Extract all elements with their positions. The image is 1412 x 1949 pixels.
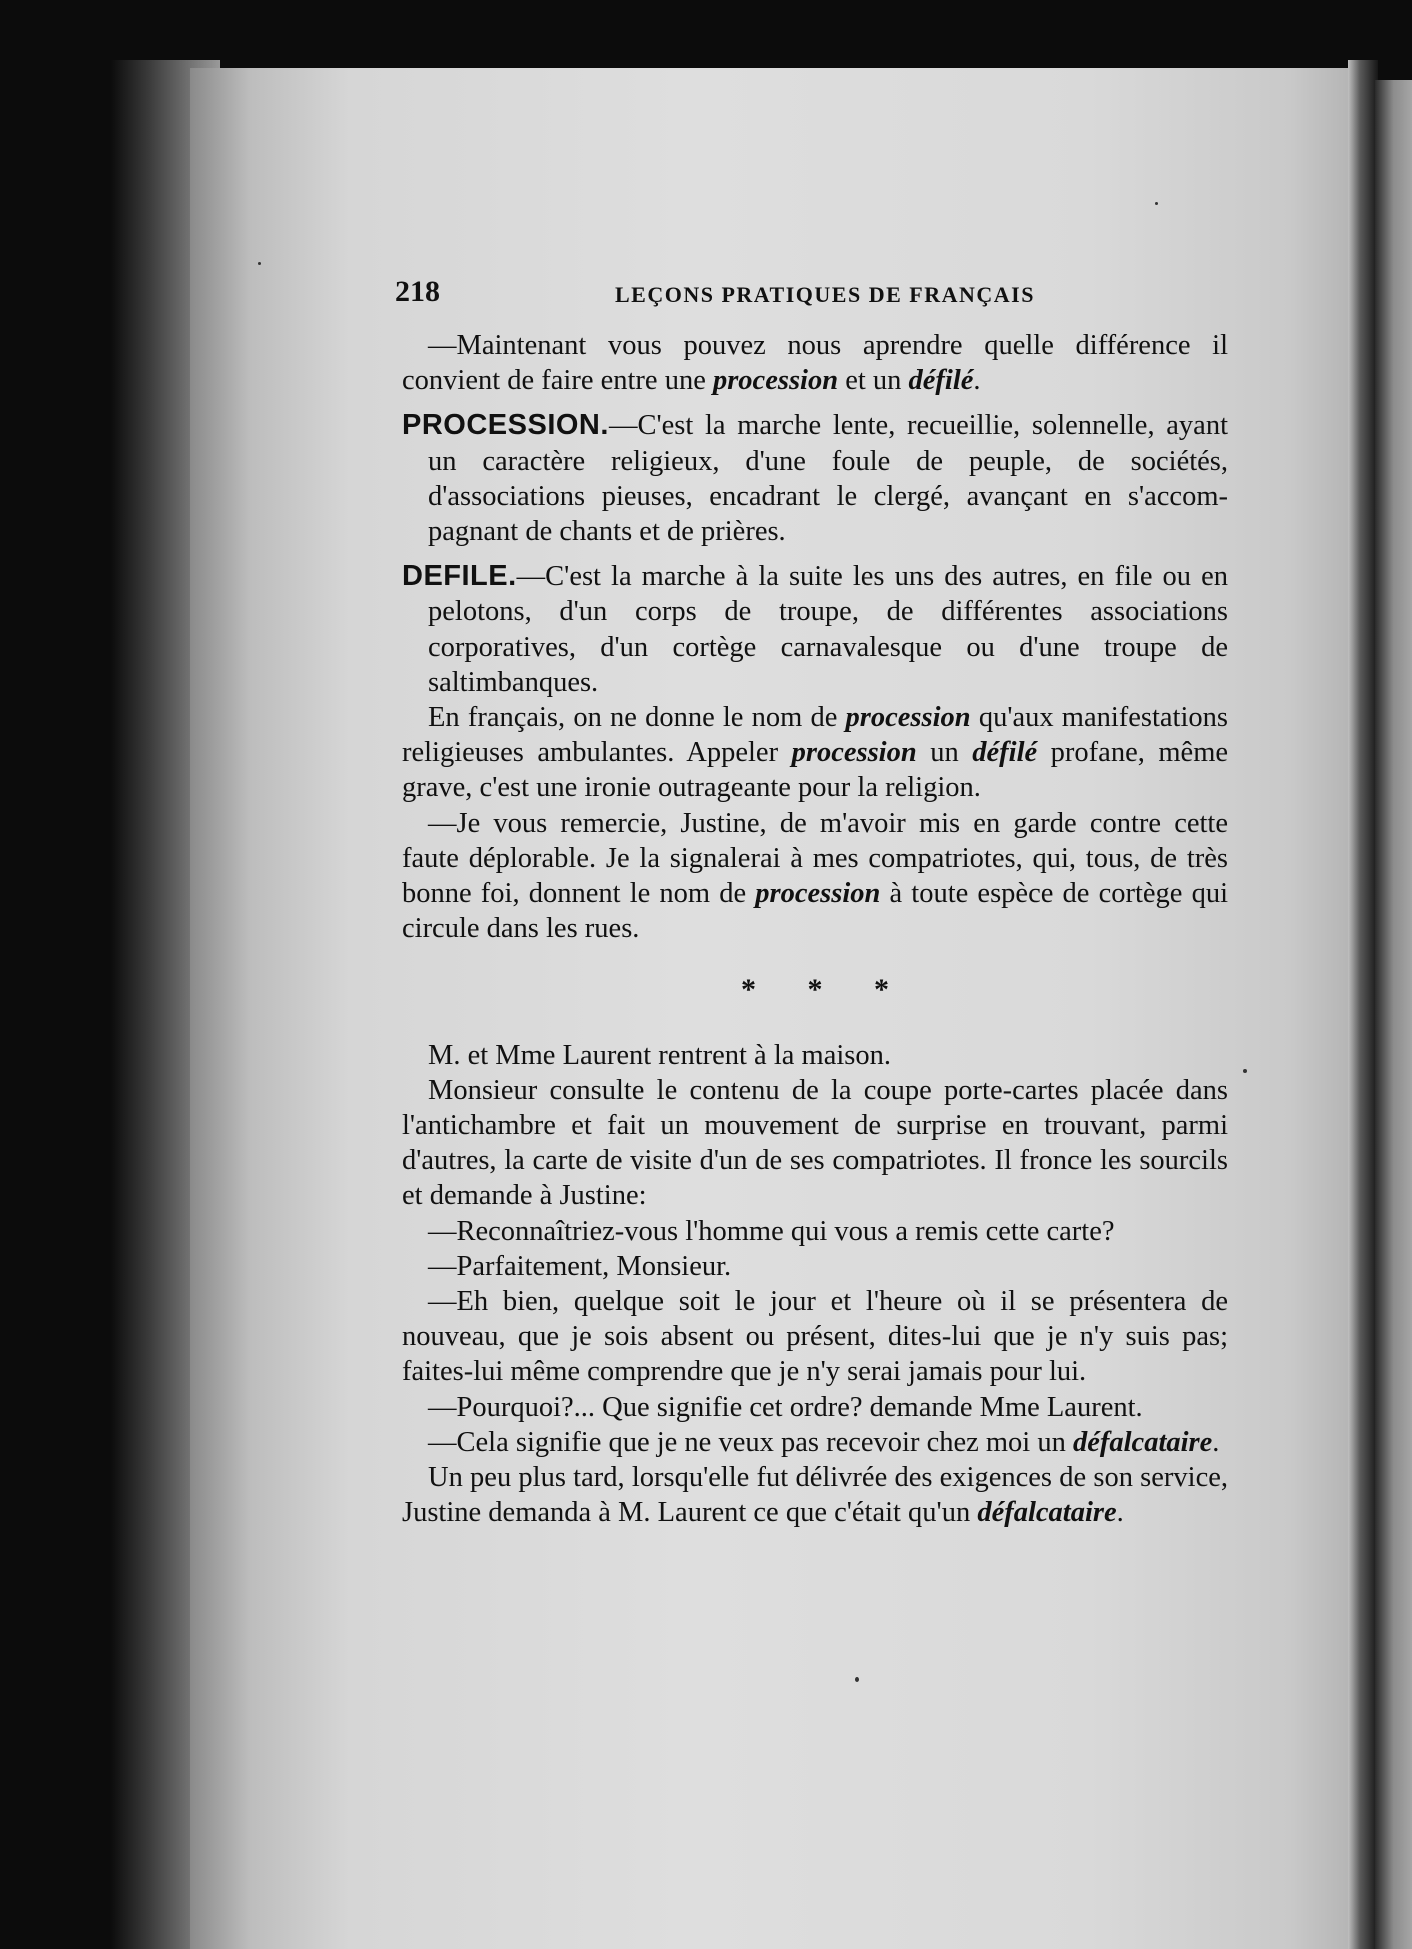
dialogue-line: —Reconnaîtriez-vous l'homme qui vous a remis cette carte? <box>428 1215 1115 1247</box>
speck <box>1155 202 1158 205</box>
text-run: —Je vous remercie, Justine, de m'avoir mis en garde contre cette faute déplorable. Je la signalerai à mes compatriotes, qui, tous, de très bonne foi, donnent le nom de <box>402 807 1228 910</box>
definition-text: —C'est la marche à la suite les uns des autres, en file ou en pelotons, d'un corps de troupe, de différentes associations corporatives, d'un cortège carnavalesque ou d'une troupe de saltimbanques. <box>428 561 1228 698</box>
page-number: 218 <box>395 275 440 308</box>
text-run: et un <box>838 365 909 397</box>
italic-term: défalcataire <box>977 1497 1117 1529</box>
definition-procession <box>402 408 1228 549</box>
story-paragraph: M. et Mme Laurent rentrent à la maison. <box>428 1039 891 1071</box>
text-run: à toute espèce de cortège qui circule dans les rues. <box>402 878 1228 945</box>
running-header <box>395 275 1235 315</box>
definition-defile <box>402 559 1228 700</box>
text-run: Un peu plus tard, lorsqu'elle fut délivrée des exigences de son service, Justine demanda à M. Laurent ce que c'était qu'un <box>402 1462 1228 1529</box>
text-run: En français, on ne donne le nom de <box>428 702 846 734</box>
dialogue-line <box>402 1425 1228 1460</box>
italic-term: procession <box>845 702 971 734</box>
italic-term: défalcataire <box>1072 1426 1213 1458</box>
italic-term: défilé <box>908 365 974 397</box>
page-body <box>402 328 1228 1531</box>
definition-term: DEFILE. <box>402 560 517 593</box>
dialogue-line: —Eh bien, quelque soit le jour et l'heure où il se présentera de nouveau, que je sois absent ou présent, dites-lui que je n'y suis pas; faites-lui même comprendre que je n'y serai jamais pour lui. <box>402 1286 1228 1388</box>
story-paragraph: Monsieur consulte le contenu de la coupe porte-cartes placée dans l'antichambre et fait un mouvement de surprise en trouvant, parmi d'autres, la carte de visite d'un de ses compatriotes. Il fronce les sourcils et demande à Justine: <box>402 1074 1228 1212</box>
dialogue-line: —Pourquoi?... Que signifie cet ordre? demande Mme Laurent. <box>428 1391 1143 1423</box>
next-page-edge <box>1375 80 1412 1949</box>
definition-term: PROCESSION. <box>402 409 609 442</box>
text-run: qu'aux manifestations religieuses ambulantes. Appeler <box>402 702 1228 769</box>
story-paragraph <box>402 1460 1228 1530</box>
text-run: . <box>1116 1497 1124 1529</box>
text-run: —Cela signifie que je ne veux pas recevoir chez moi un <box>428 1426 1073 1458</box>
speck <box>855 1677 859 1682</box>
text-run: —Maintenant vous pouvez nous aprendre quelle différence il convient de faire entre une <box>402 330 1228 397</box>
paragraph-remercie <box>402 806 1228 947</box>
book-gutter <box>1348 60 1378 1949</box>
italic-term: défilé <box>972 737 1038 769</box>
speck <box>1243 1069 1247 1073</box>
italic-term: procession <box>791 737 917 769</box>
italic-term: procession <box>712 365 839 397</box>
text-run: profane, même grave, c'est une ironie outrageante pour la religion. <box>402 737 1229 804</box>
text-run: . <box>1212 1426 1220 1458</box>
paragraph-intro <box>402 328 1228 398</box>
running-title: LEÇONS PRATIQUES DE FRANÇAIS <box>615 282 1035 307</box>
dialogue-line: —Parfaitement, Monsieur. <box>428 1250 732 1282</box>
text-run: . <box>973 365 981 397</box>
paragraph-francais <box>402 700 1228 806</box>
section-separator: * * * <box>741 973 911 1007</box>
speck <box>258 262 261 265</box>
text-run: un <box>916 737 973 769</box>
definition-text: —C'est la marche lente, recueillie, solennelle, ayant un caractère religieux, d'une foule de peuple, de sociétés, d'associations pieuses, encadrant le clergé, avançant en s'accompagnant de chants et de prières. <box>428 410 1228 548</box>
italic-term: procession <box>755 878 881 910</box>
